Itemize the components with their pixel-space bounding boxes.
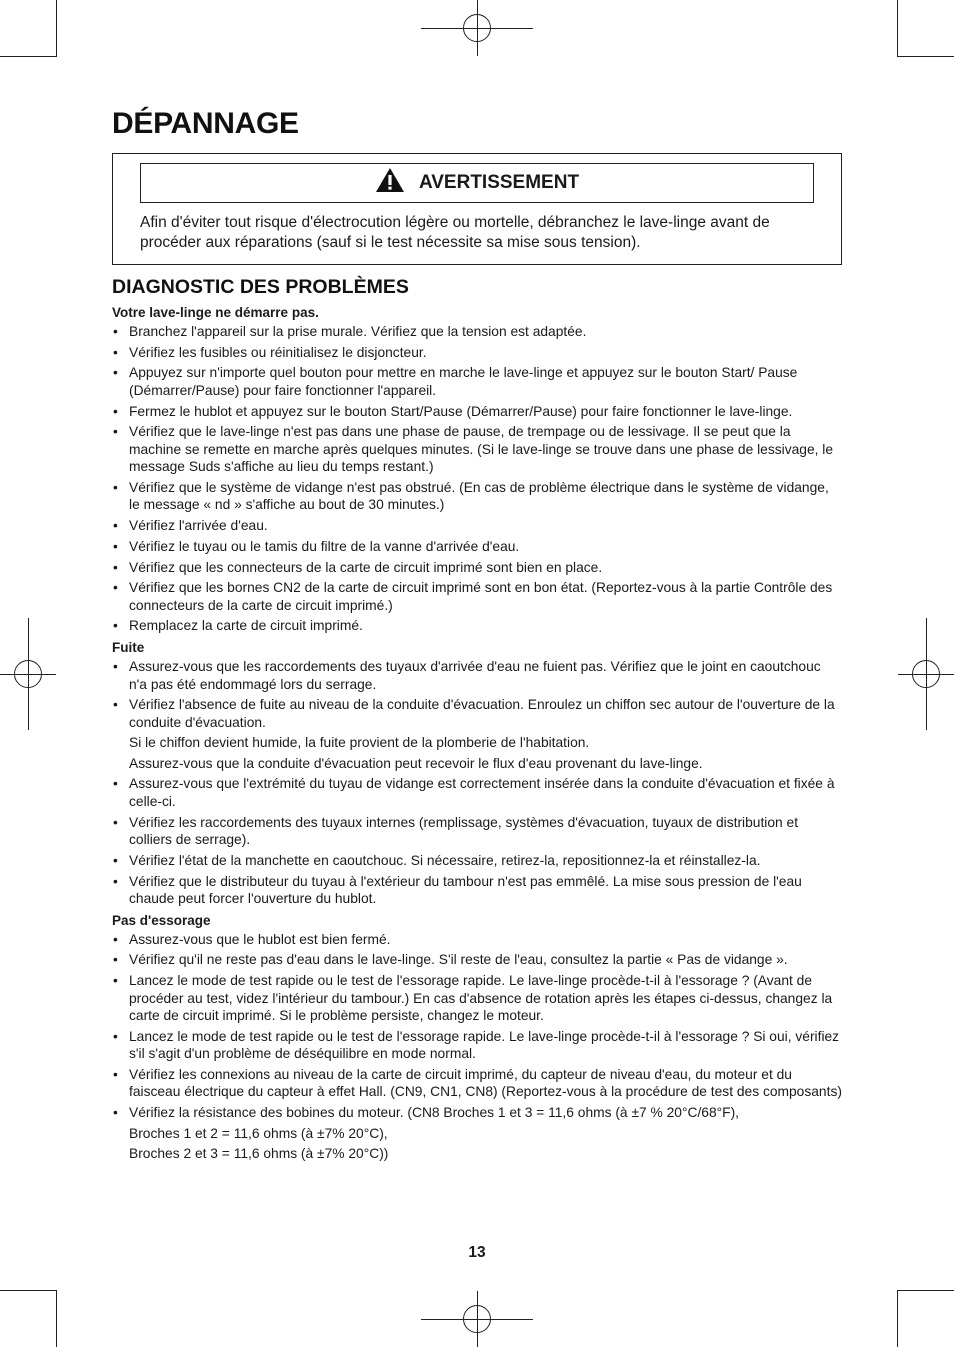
problem-group-title: Fuite: [112, 640, 145, 656]
list-item: [112, 775, 842, 810]
list-item: [112, 617, 842, 635]
list-item-text: Vérifiez que le distributeur du tuyau à l'extérieur du tambour n'est pas emmêlé. La mise sous pression de l'eau chaude peut forcer l'ouverture du hublot.: [129, 873, 802, 906]
page-content: [112, 105, 842, 1166]
list-item: [112, 696, 842, 772]
warning-box: [112, 153, 842, 265]
warning-header: [140, 163, 814, 203]
list-item-text: Vérifiez que le système de vidange n'est pas obstrué. (En cas de problème électrique dans le système de vidange, le message « nd » s'affiche au bout de 30 minutes.): [129, 479, 829, 513]
list-item-text: Vérifiez l'arrivée d'eau.: [129, 518, 268, 534]
list-item: [112, 423, 842, 476]
list-item: [112, 1028, 842, 1063]
list-item: [112, 814, 842, 849]
list-item: [112, 1066, 842, 1101]
list-item: [112, 364, 842, 399]
warning-triangle-icon: [375, 167, 405, 199]
list-item: [112, 403, 842, 421]
problem-checklist: [112, 931, 842, 1163]
list-item-text: Lancez le mode de test rapide ou le test de l'essorage rapide. Le lave-linge procède-t-il à l'essorage ? Si oui, vérifiez s'il s'agit d'un problème de déséquilibre en mode normal.: [129, 1028, 840, 1062]
list-item-text: Fermez le hublot et appuyez sur le bouton Start/Pause (Démarrer/Pause) pour faire fonctionner le lave-linge.: [129, 403, 793, 419]
list-item-note: Si le chiffon devient humide, la fuite provient de la plomberie de l'habitation.: [129, 735, 590, 751]
list-item-note: Broches 2 et 3 = 11,6 ohms (à ±7% 20°C)): [129, 1146, 389, 1162]
list-item: [112, 852, 842, 870]
list-item-text: Vérifiez que le lave-linge n'est pas dans une phase de pause, de trempage ou de lessivage. Il se peut que la machine se remette en marche après quelques minutes. (Si le lave-linge se trouve dans une phase de lessivage, le message Suds s'affiche au lieu du temps restant.): [129, 424, 834, 475]
problem-checklist: [112, 323, 842, 635]
list-item-text: Vérifiez l'absence de fuite au niveau de la conduite d'évacuation. Enroulez un chiffon sec autour de l'ouverture de la conduite d'évacuation.: [129, 697, 835, 730]
list-item-text: Vérifiez les raccordements des tuyaux internes (remplissage, systèmes d'évacuation, tuyaux de distribution et colliers de serrage).: [129, 814, 799, 848]
list-item: [112, 972, 842, 1025]
list-item: [112, 873, 842, 908]
list-item: [112, 538, 842, 556]
page-title: DÉPANNAGE: [112, 107, 299, 140]
problem-groups: [112, 303, 842, 1163]
list-item: [112, 951, 842, 969]
list-item-text: Remplacez la carte de circuit imprimé.: [129, 618, 363, 634]
list-item: [112, 1104, 842, 1163]
list-item-text: Vérifiez que les bornes CN2 de la carte de circuit imprimé sont en bon état. (Reportez-vous à la partie Contrôle des connecteurs de la carte de circuit imprimé.): [129, 580, 833, 613]
section-title: DIAGNOSTIC DES PROBLÈMES: [112, 276, 409, 298]
list-item-text: Assurez-vous que les raccordements des tuyaux d'arrivée d'eau ne fuient pas. Vérifiez que le joint en caoutchouc n'a pas été endommagé lors du serrage.: [129, 659, 821, 692]
page-number: 13: [468, 1244, 486, 1261]
list-item-text: Vérifiez que les connecteurs de la carte de circuit imprimé sont bien en place.: [129, 559, 603, 575]
list-item: [112, 579, 842, 614]
warning-text: Afin d'éviter tout risque d'électrocution légère ou mortelle, débranchez le lave-linge avant de procéder aux réparations (sauf si le test nécessite sa mise sous tension).: [140, 214, 770, 251]
problem-group-title: Pas d'essorage: [112, 912, 211, 928]
list-item: [112, 559, 842, 577]
list-item: [112, 931, 842, 949]
list-item-text: Branchez l'appareil sur la prise murale. Vérifiez que la tension est adaptée.: [129, 324, 587, 339]
list-item-note: Assurez-vous que la conduite d'évacuation peut recevoir le flux d'eau provenant du lave-linge.: [129, 755, 703, 771]
problem-group-title: Votre lave-linge ne démarre pas.: [112, 305, 319, 320]
list-item-text: Vérifiez qu'il ne reste pas d'eau dans le lave-linge. S'il reste de l'eau, consultez la partie « Pas de vidange ».: [129, 952, 788, 968]
list-item-text: Lancez le mode de test rapide ou le test de l'essorage rapide. Le lave-linge procède-t-il à l'essorage ? (Avant de procéder au test, videz l'intérieur du tambour.) En cas d'absence de rotation après les étapes ci-dessus, changez la carte de circuit imprimé. Si le problème persiste, changez le moteur.: [129, 973, 833, 1024]
list-item-text: Vérifiez les fusibles ou réinitialisez le disjoncteur.: [129, 344, 427, 360]
list-item-text: Appuyez sur n'importe quel bouton pour mettre en marche le lave-linge et appuyez sur le bouton Start/ Pause (Démarrer/Pause) pour faire fonctionner l'appareil.: [129, 365, 798, 398]
list-item-text: Assurez-vous que l'extrémité du tuyau de vidange est correctement insérée dans la conduite d'évacuation et fixée à celle-ci.: [129, 776, 835, 809]
warning-heading: AVERTISSEMENT: [418, 172, 580, 193]
list-item: [112, 517, 842, 535]
list-item: [112, 344, 842, 362]
list-item-text: Vérifiez la résistance des bobines du moteur. (CN8 Broches 1 et 3 = 11,6 ohms (à ±7 % 20°C/68°F),: [129, 1105, 739, 1121]
list-item-text: Vérifiez l'état de la manchette en caoutchouc. Si nécessaire, retirez-la, repositionnez-la et réinstallez-la.: [129, 852, 761, 868]
list-item-note: Broches 1 et 2 = 11,6 ohms (à ±7% 20°C),: [129, 1125, 388, 1141]
list-item-text: Vérifiez le tuyau ou le tamis du filtre de la vanne d'arrivée d'eau.: [129, 538, 520, 554]
list-item: [112, 323, 842, 341]
problem-checklist: [112, 658, 842, 907]
list-item: [112, 658, 842, 693]
list-item-text: Assurez-vous que le hublot est bien fermé.: [129, 931, 391, 947]
list-item-text: Vérifiez les connexions au niveau de la carte de circuit imprimé, du capteur de niveau d'eau, du moteur et du faisceau électrique du capteur à effet Hall. (CN9, CN1, CN8) (Reportez-vous à la procédure de test des composants): [129, 1066, 842, 1100]
list-item: [112, 479, 842, 514]
